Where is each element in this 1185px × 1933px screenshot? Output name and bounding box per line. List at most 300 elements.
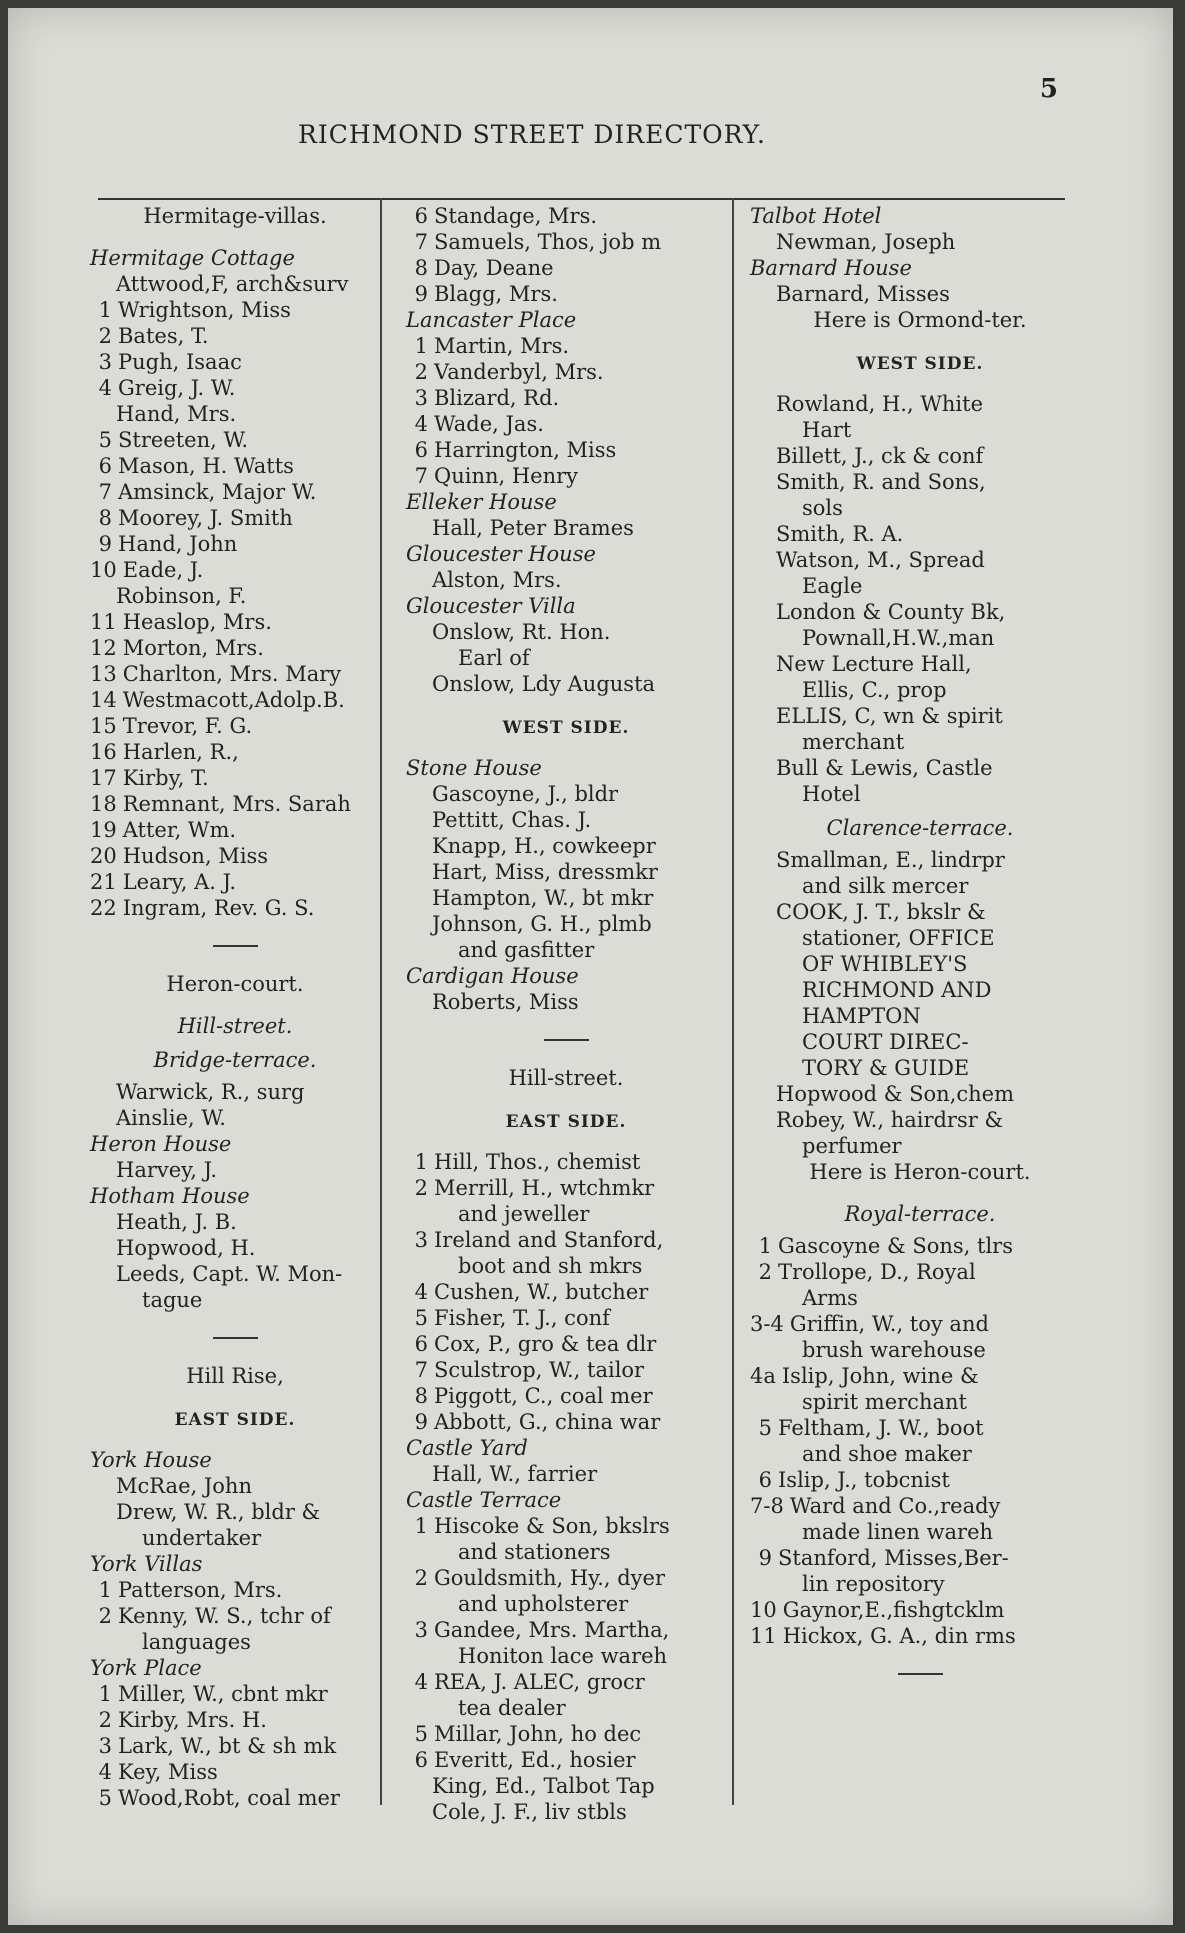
directory-entry — [406, 333, 726, 359]
directory-entry — [406, 1409, 726, 1435]
house-number: 12 — [90, 636, 117, 660]
directory-entry: Barnard, Misses — [776, 282, 950, 306]
house-name: Heron House — [90, 1132, 232, 1156]
house-number: 1 — [758, 1234, 772, 1258]
entry-continuation: Ellis, C., prop — [802, 678, 947, 702]
page-title: RICHMOND STREET DIRECTORY. — [298, 120, 766, 149]
directory-entry: Robinson, F. — [116, 584, 247, 608]
directory-entry: Roberts, Miss — [432, 990, 579, 1014]
house-name: Elleker House — [406, 490, 557, 514]
directory-entry — [90, 349, 380, 375]
directory-entry — [90, 323, 380, 349]
house-number: 3 — [414, 1228, 428, 1252]
entry-text: Kenny, W. S., tchr of — [118, 1604, 331, 1628]
entry-text: Remnant, Mrs. Sarah — [122, 792, 351, 816]
sub-street-heading: Bridge-terrace. — [153, 1048, 317, 1072]
directory-entry: Billett, J., ck & conf — [776, 444, 984, 468]
directory-entry — [90, 713, 380, 739]
street-heading: Here is Heron-court. — [809, 1160, 1031, 1184]
page-number: 5 — [1039, 74, 1058, 104]
house-name: York Place — [90, 1656, 202, 1680]
entry-continuation: and silk mercer — [802, 874, 969, 898]
house-number: 7 — [414, 230, 428, 254]
directory-entry: Hart, Miss, dressmkr — [432, 860, 658, 884]
directory-entry — [90, 531, 380, 557]
side-heading: EAST SIDE. — [174, 1410, 296, 1430]
sub-street-heading: Clarence-terrace. — [826, 816, 1014, 840]
section-divider — [544, 1039, 589, 1041]
directory-entry: McRae, John — [116, 1474, 252, 1498]
directory-entry — [90, 739, 380, 765]
house-number: 8 — [414, 1384, 428, 1408]
section-divider — [898, 1673, 943, 1675]
house-number: 2 — [98, 1604, 112, 1628]
house-number: 6 — [414, 204, 428, 228]
entry-continuation: and upholsterer — [458, 1592, 629, 1616]
entry-text: Vanderbyl, Mrs. — [434, 360, 604, 384]
directory-entry — [90, 1785, 380, 1811]
directory-entry: Onslow, Ldy Augusta — [432, 672, 656, 696]
entry-text: Mason, H. Watts — [118, 454, 294, 478]
house-number: 18 — [90, 792, 117, 816]
entry-text: Gandee, Mrs. Martha, — [434, 1618, 670, 1642]
directory-entry: Smith, R. and Sons, — [776, 470, 986, 494]
house-number: 8 — [98, 506, 112, 530]
directory-entry — [406, 1149, 726, 1175]
entry-text: Pugh, Isaac — [118, 350, 242, 374]
column-divider-2 — [732, 198, 734, 1805]
entry-text: Key, Miss — [118, 1760, 218, 1784]
directory-entry — [750, 1597, 1090, 1623]
house-name: Talbot Hotel — [750, 204, 882, 228]
house-number: 5 — [98, 1786, 112, 1810]
directory-entry: Gascoyne, J., bldr — [432, 782, 619, 806]
directory-entry — [750, 1623, 1090, 1649]
entry-text: Eade, J. — [122, 558, 204, 582]
house-number: 10 — [750, 1598, 777, 1622]
house-name: York Villas — [90, 1552, 203, 1576]
house-number: 14 — [90, 688, 117, 712]
entry-text: Gaynor,E.,fishgtcklm — [782, 1598, 1005, 1622]
house-name: Barnard House — [750, 256, 912, 280]
entry-text: Islip, J., tobcnist — [778, 1468, 950, 1492]
entry-text: Quinn, Henry — [434, 464, 579, 488]
entry-text: Sculstrop, W., tailor — [434, 1358, 645, 1382]
directory-entry — [750, 1259, 1090, 1285]
entry-text: Kirby, T. — [122, 766, 209, 790]
house-name: Hermitage Cottage — [90, 246, 295, 270]
directory-entry — [406, 463, 726, 489]
house-number: 3 — [98, 1734, 112, 1758]
house-name: Gloucester House — [406, 542, 596, 566]
directory-entry — [90, 427, 380, 453]
entry-continuation: brush warehouse — [802, 1338, 986, 1362]
directory-entry — [750, 1467, 1090, 1493]
entry-text: Ward and Co.,ready — [789, 1494, 1001, 1518]
directory-entry: Johnson, G. H., plmb — [432, 912, 652, 936]
directory-entry: Knapp, H., cowkeepr — [432, 834, 656, 858]
house-number: 7-8 — [750, 1494, 784, 1518]
entry-text: Atter, Wm. — [122, 818, 237, 842]
directory-entry: Pettitt, Chas. J. — [432, 808, 592, 832]
house-number: 2 — [414, 360, 428, 384]
street-heading: Here is Ormond-ter. — [813, 308, 1027, 332]
directory-entry: ELLIS, C, wn & spirit — [776, 704, 1003, 728]
entry-text: Merrill, H., wtchmkr — [434, 1176, 655, 1200]
directory-entry — [90, 453, 380, 479]
entry-text: Harlen, R., — [122, 740, 239, 764]
house-number: 4 — [414, 1280, 428, 1304]
entry-continuation: lin repository — [802, 1572, 945, 1596]
house-number: 6 — [414, 1748, 428, 1772]
house-number: 22 — [90, 896, 117, 920]
directory-entry — [90, 1707, 380, 1733]
entry-continuation: Earl of — [458, 646, 530, 670]
directory-entry: New Lecture Hall, — [776, 652, 972, 676]
directory-entry: Robey, W., hairdrsr & — [776, 1108, 1004, 1132]
directory-entry: Smallman, E., lindrpr — [776, 848, 1005, 872]
entry-text: Kirby, Mrs. H. — [118, 1708, 267, 1732]
house-number: 9 — [98, 532, 112, 556]
entry-text: Wade, Jas. — [434, 412, 544, 436]
house-number: 4 — [414, 1670, 428, 1694]
house-number: 13 — [90, 662, 117, 686]
entry-text: Stanford, Misses,Ber- — [778, 1546, 1009, 1570]
entry-text: Gascoyne & Sons, tlrs — [778, 1234, 1013, 1258]
directory-entry: Watson, M., Spread — [776, 548, 985, 572]
directory-entry: Smith, R. A. — [776, 522, 904, 546]
directory-entry — [406, 1669, 726, 1695]
directory-entry — [90, 505, 380, 531]
entry-text: Blagg, Mrs. — [434, 282, 558, 306]
directory-entry — [406, 1383, 726, 1409]
entry-text: Trollope, D., Royal — [778, 1260, 976, 1284]
entry-continuation: stationer, OFFICE — [802, 926, 995, 950]
entry-text: Martin, Mrs. — [434, 334, 570, 358]
entry-text: Gouldsmith, Hy., dyer — [434, 1566, 666, 1590]
entry-text: Patterson, Mrs. — [118, 1578, 283, 1602]
entry-text: Abbott, G., china war — [434, 1410, 661, 1434]
directory-entry: Hopwood, H. — [116, 1236, 256, 1260]
house-number: 20 — [90, 844, 117, 868]
directory-entry — [406, 255, 726, 281]
house-number: 1 — [414, 334, 428, 358]
directory-entry — [90, 817, 380, 843]
directory-entry — [90, 1577, 380, 1603]
section-divider — [213, 1337, 258, 1339]
directory-entry — [90, 791, 380, 817]
entry-text: Ireland and Stanford, — [434, 1228, 664, 1252]
house-number: 9 — [414, 282, 428, 306]
house-number: 7 — [414, 464, 428, 488]
directory-entry: Leeds, Capt. W. Mon- — [116, 1262, 343, 1286]
entry-text: Greig, J. W. — [118, 376, 236, 400]
directory-entry — [750, 1311, 1090, 1337]
house-name: Gloucester Villa — [406, 594, 576, 618]
directory-entry: Attwood,F, arch&surv — [116, 272, 349, 296]
directory-entry — [406, 411, 726, 437]
header-rule — [98, 198, 1065, 200]
house-number: 2 — [98, 1708, 112, 1732]
house-number: 6 — [98, 454, 112, 478]
side-heading: EAST SIDE. — [505, 1112, 627, 1132]
house-number: 5 — [414, 1306, 428, 1330]
directory-entry — [90, 375, 380, 401]
house-number: 4 — [98, 1760, 112, 1784]
house-number: 4 — [98, 376, 112, 400]
directory-entry: COOK, J. T., bkslr & — [776, 900, 986, 924]
directory-entry — [90, 479, 380, 505]
house-number: 6 — [414, 438, 428, 462]
directory-entry — [406, 1721, 726, 1747]
house-name: Castle Terrace — [406, 1488, 562, 1512]
house-number: 7 — [98, 480, 112, 504]
section-divider — [213, 945, 258, 947]
side-heading: WEST SIDE. — [856, 354, 984, 374]
entry-continuation: COURT DIREC- — [802, 1030, 969, 1054]
directory-entry — [406, 1747, 726, 1773]
entry-continuation: perfumer — [802, 1134, 902, 1158]
house-number: 4 — [414, 412, 428, 436]
house-number: 5 — [414, 1722, 428, 1746]
directory-entry — [406, 1305, 726, 1331]
column-2 — [406, 203, 726, 1825]
house-number: 1 — [98, 1578, 112, 1602]
entry-text: Harrington, Miss — [434, 438, 617, 462]
house-name: Lancaster Place — [406, 308, 577, 332]
entry-continuation: Hart — [802, 418, 852, 442]
house-number: 4a — [750, 1364, 776, 1388]
house-number: 1 — [414, 1150, 428, 1174]
directory-entry — [750, 1545, 1090, 1571]
entry-continuation: Arms — [802, 1286, 858, 1310]
directory-page — [8, 8, 1173, 1925]
house-name: Stone House — [406, 756, 542, 780]
house-number: 5 — [758, 1416, 772, 1440]
directory-entry: Cole, J. F., liv stbls — [432, 1800, 627, 1824]
entry-text: Leary, A. J. — [122, 870, 237, 894]
entry-text: REA, J. ALEC, grocr — [434, 1670, 645, 1694]
entry-text: Charlton, Mrs. Mary — [122, 662, 342, 686]
directory-entry: Heath, J. B. — [116, 1210, 237, 1234]
entry-continuation: spirit merchant — [802, 1390, 967, 1414]
entry-text: Hudson, Miss — [122, 844, 269, 868]
house-number: 2 — [98, 324, 112, 348]
street-heading: Hill-street. — [508, 1066, 624, 1090]
directory-entry — [406, 1565, 726, 1591]
directory-entry — [90, 609, 380, 635]
entry-text: Ingram, Rev. G. S. — [122, 896, 315, 920]
directory-entry — [90, 297, 380, 323]
entry-continuation: Honiton lace wareh — [458, 1644, 668, 1668]
directory-entry: Hall, Peter Brames — [432, 516, 634, 540]
house-number: 11 — [750, 1624, 777, 1648]
entry-continuation: HAMPTON — [802, 1004, 921, 1028]
house-number: 1 — [98, 1682, 112, 1706]
sub-street-heading: Hill-street. — [177, 1014, 293, 1038]
entry-text: Bates, T. — [118, 324, 209, 348]
entry-text: Westmacott,Adolp.B. — [122, 688, 345, 712]
house-number: 21 — [90, 870, 117, 894]
directory-entry: Hall, W., farrier — [432, 1462, 598, 1486]
house-number: 2 — [758, 1260, 772, 1284]
entry-text: Trevor, F. G. — [122, 714, 253, 738]
directory-entry — [90, 557, 380, 583]
directory-entry: Ainslie, W. — [116, 1106, 226, 1130]
directory-entry: Hopwood & Son,chem — [776, 1082, 1015, 1106]
entry-continuation: tague — [142, 1288, 203, 1312]
directory-entry — [406, 385, 726, 411]
directory-entry — [90, 895, 380, 921]
directory-entry: Alston, Mrs. — [432, 568, 562, 592]
entry-text: Standage, Mrs. — [434, 204, 598, 228]
house-number: 11 — [90, 610, 117, 634]
directory-entry — [90, 843, 380, 869]
entry-continuation: Hotel — [802, 782, 861, 806]
directory-entry — [750, 1363, 1090, 1389]
entry-continuation: and jeweller — [458, 1202, 590, 1226]
house-number: 17 — [90, 766, 117, 790]
entry-continuation: tea dealer — [458, 1696, 566, 1720]
directory-entry: Onslow, Rt. Hon. — [432, 620, 611, 644]
entry-text: Lark, W., bt & sh mk — [118, 1734, 337, 1758]
directory-entry — [406, 281, 726, 307]
entry-text: Hickox, G. A., din rms — [782, 1624, 1016, 1648]
entry-continuation: Eagle — [802, 574, 863, 598]
house-number: 7 — [414, 1358, 428, 1382]
house-number: 5 — [98, 428, 112, 452]
directory-entry — [406, 359, 726, 385]
directory-entry: Drew, W. R., bldr & — [116, 1500, 321, 1524]
house-number: 3 — [98, 350, 112, 374]
column-1 — [90, 203, 380, 1811]
directory-entry — [406, 203, 726, 229]
house-name: Cardigan House — [406, 964, 579, 988]
entry-text: Hand, John — [118, 532, 238, 556]
entry-text: Wrightson, Miss — [118, 298, 291, 322]
house-number: 10 — [90, 558, 117, 582]
entry-continuation: TORY & GUIDE — [802, 1056, 970, 1080]
directory-entry — [90, 1733, 380, 1759]
directory-entry: Rowland, H., White — [776, 392, 984, 416]
directory-entry — [406, 1513, 726, 1539]
house-number: 9 — [414, 1410, 428, 1434]
directory-entry — [406, 1175, 726, 1201]
entry-text: Feltham, J. W., boot — [778, 1416, 984, 1440]
house-name: Hotham House — [90, 1184, 250, 1208]
column-divider-1 — [380, 198, 382, 1805]
directory-entry — [750, 1233, 1090, 1259]
house-number: 8 — [414, 256, 428, 280]
street-heading: Hill Rise, — [186, 1364, 284, 1388]
directory-entry — [90, 1603, 380, 1629]
entry-continuation: sols — [802, 496, 843, 520]
entry-text: Everitt, Ed., hosier — [434, 1748, 636, 1772]
directory-entry: London & County Bk, — [776, 600, 1006, 624]
entry-text: Millar, John, ho dec — [434, 1722, 642, 1746]
entry-continuation: OF WHIBLEY'S — [802, 952, 968, 976]
directory-entry — [90, 661, 380, 687]
entry-continuation: undertaker — [142, 1526, 262, 1550]
entry-text: Hiscoke & Son, bkslrs — [434, 1514, 670, 1538]
entry-text: Fisher, T. J., conf — [434, 1306, 610, 1330]
directory-entry — [406, 437, 726, 463]
house-number: 1 — [414, 1514, 428, 1538]
entry-text: Piggott, C., coal mer — [434, 1384, 653, 1408]
house-number: 3 — [414, 386, 428, 410]
directory-entry — [750, 1415, 1090, 1441]
directory-entry — [406, 1227, 726, 1253]
entry-continuation: and shoe maker — [802, 1442, 972, 1466]
directory-entry: Warwick, R., surg — [116, 1080, 305, 1104]
house-number: 1 — [98, 298, 112, 322]
directory-entry: Bull & Lewis, Castle — [776, 756, 993, 780]
entry-text: Cox, P., gro & tea dlr — [434, 1332, 657, 1356]
house-number: 6 — [414, 1332, 428, 1356]
house-number: 3 — [414, 1618, 428, 1642]
directory-entry: Hand, Mrs. — [116, 402, 237, 426]
entry-text: Day, Deane — [434, 256, 554, 280]
directory-entry — [406, 1279, 726, 1305]
column-3 — [750, 203, 1090, 1699]
entry-continuation: made linen wareh — [802, 1520, 994, 1544]
directory-entry — [750, 1493, 1090, 1519]
directory-entry — [406, 1617, 726, 1643]
house-name: York House — [90, 1448, 212, 1472]
entry-text: Hill, Thos., chemist — [434, 1150, 641, 1174]
sub-street-heading: Royal-terrace. — [844, 1202, 996, 1226]
directory-entry — [90, 869, 380, 895]
entry-continuation: merchant — [802, 730, 905, 754]
house-number: 3-4 — [750, 1312, 784, 1336]
directory-entry: Hampton, W., bt mkr — [432, 886, 654, 910]
entry-text: Miller, W., cbnt mkr — [118, 1682, 328, 1706]
street-heading: Hermitage-villas. — [143, 204, 327, 228]
house-number: 2 — [414, 1176, 428, 1200]
directory-entry — [90, 765, 380, 791]
entry-continuation: RICHMOND AND — [802, 978, 992, 1002]
directory-entry — [90, 1759, 380, 1785]
directory-entry — [406, 1357, 726, 1383]
directory-entry — [406, 229, 726, 255]
directory-entry: King, Ed., Talbot Tap — [432, 1774, 655, 1798]
house-number: 6 — [758, 1468, 772, 1492]
entry-continuation: Pownall,H.W.,man — [802, 626, 995, 650]
entry-text: Heaslop, Mrs. — [122, 610, 272, 634]
directory-entry — [90, 635, 380, 661]
directory-entry — [90, 1681, 380, 1707]
directory-entry: Harvey, J. — [116, 1158, 218, 1182]
directory-entry: Newman, Joseph — [776, 230, 956, 254]
house-number: 15 — [90, 714, 117, 738]
entry-text: Griffin, W., toy and — [789, 1312, 989, 1336]
entry-text: Amsinck, Major W. — [118, 480, 317, 504]
entry-continuation: and stationers — [458, 1540, 611, 1564]
directory-entry — [406, 1331, 726, 1357]
street-heading: Heron-court. — [166, 972, 304, 996]
entry-continuation: and gasfitter — [458, 938, 595, 962]
entry-text: Streeten, W. — [118, 428, 249, 452]
house-number: 16 — [90, 740, 117, 764]
entry-text: Wood,Robt, coal mer — [118, 1786, 340, 1810]
side-heading: WEST SIDE. — [502, 718, 630, 738]
house-number: 9 — [758, 1546, 772, 1570]
entry-text: Morton, Mrs. — [122, 636, 264, 660]
house-number: 2 — [414, 1566, 428, 1590]
directory-entry — [90, 687, 380, 713]
entry-text: Cushen, W., butcher — [434, 1280, 649, 1304]
entry-continuation: boot and sh mkrs — [458, 1254, 643, 1278]
